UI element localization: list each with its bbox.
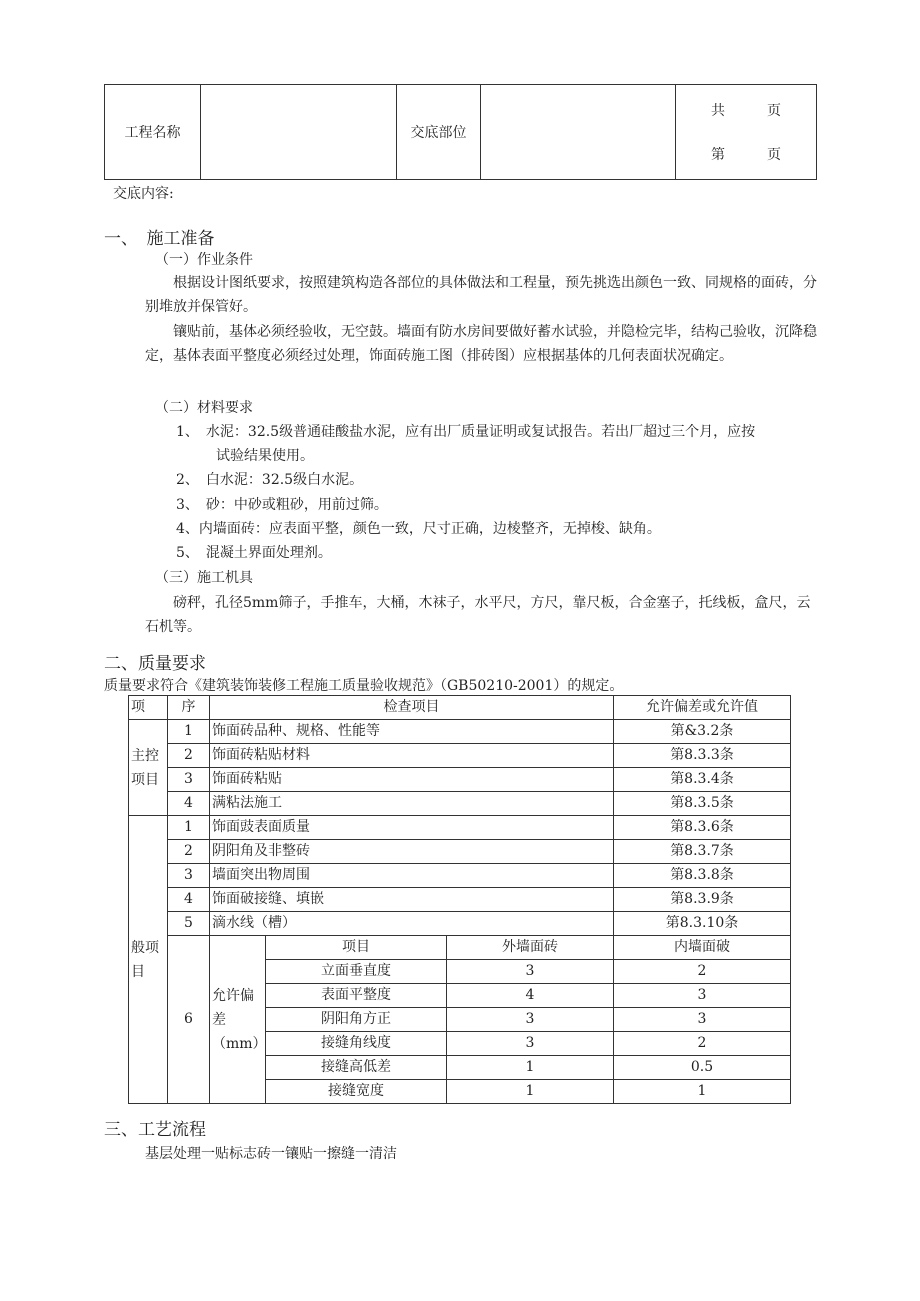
paragraph: 磅秤，孔径5mm筛子，手推车，大桶，木袜子，水平尺，方尺，靠尺板，合金塞子，托线板，盒尺，云石机等。 [145,595,811,635]
table-cell: 第8.3.7条 [614,840,791,864]
table-cell: 3 [447,1032,614,1056]
total-pages: 共 页 [711,103,781,119]
page-number: 第 页 [711,147,781,163]
sub-3-title: （三）施工机具 [155,570,253,586]
table-cell: 第&3.2条 [614,720,791,744]
table-row [129,912,791,936]
process-flow: 基层处理一贴标志砖一镶贴一擦缝一清洁 [145,1146,397,1162]
table-row [129,936,791,960]
table-cell: 2 [168,744,210,768]
table-cell: 第8.3.5条 [614,792,791,816]
table-cell: 3 [447,1008,614,1032]
table-cell: 3 [447,960,614,984]
quality-table [128,695,791,1104]
part-field[interactable] [481,85,676,180]
table-cell: 3 [614,1008,791,1032]
table-cell: 1 [614,1080,791,1104]
table-row [129,720,791,744]
table-cell: 第8.3.8条 [614,864,791,888]
table-cell: 3 [168,864,210,888]
list-item: 4、内墙面砖：应表面平整，颜色一致，尺寸正确，边棱整齐，无掉梭、缺角。 [176,521,661,537]
table-row [129,768,791,792]
table-cell: 阴阳角及非整砖 [210,840,614,864]
table-cell: 饰面砖品种、规格、性能等 [210,720,614,744]
list-item: 2、 白水泥：32.5级白水泥。 [176,472,364,488]
quality-intro: 质量要求符合《建筑装饰装修工程施工质量验收规范》（GB50210-2001）的规定。 [104,678,624,694]
table-row [129,864,791,888]
header-table [104,84,817,180]
sub-1-title: （一）作业条件 [155,252,253,268]
table-cell: 1 [447,1080,614,1104]
section-1-title: 一、 施工准备 [104,229,215,249]
table-cell: 第8.3.6条 [614,816,791,840]
table-cell: 第8.3.3条 [614,744,791,768]
deviation-label: 允许偏差（mm） [210,936,266,1104]
table-cell: 饰面砖粘贴材料 [210,744,614,768]
table-cell: 4 [447,984,614,1008]
table-cell: 4 [168,792,210,816]
table-cell: 0.5 [614,1056,791,1080]
table-cell: 4 [168,888,210,912]
paragraph: 根据设计图纸要求，按照建筑构造各部位的具体做法和工程量，预先挑选出颜色一致、同规格的面砖，分别堆放并保管好。 [145,275,817,315]
list-item: 1、 水泥：32.5级普通硅酸盐水泥，应有出厂质量证明或复试报告。若出厂超过三个月，应按 [176,424,756,440]
sub-2-title: （二）材料要求 [155,400,253,416]
section-2-title: 二、质量要求 [104,654,206,674]
header-cell: 允许偏差或允许值 [614,696,791,720]
table-cell: 接缝宽度 [266,1080,447,1104]
group-label-general: 般项目 [129,816,168,1104]
header-cell: 序 [168,696,210,720]
table-cell: 1 [168,720,210,744]
table-cell: 满粘法施工 [210,792,614,816]
section-3-title: 三、工艺流程 [104,1120,206,1140]
header-cell: 项 [129,696,168,720]
table-cell: 6 [168,936,210,1104]
table-cell: 饰面豉表面质量 [210,816,614,840]
table-cell: 墙面突出物周围 [210,864,614,888]
table-cell: 第8.3.4条 [614,768,791,792]
table-cell: 1 [447,1056,614,1080]
table-cell: 外墙面砖 [447,936,614,960]
table-cell: 3 [614,984,791,1008]
list-item: 5、 混凝土界面处理剂。 [176,545,332,561]
table-cell: 饰面破接缝、填嵌 [210,888,614,912]
table-cell: 接缝高低差 [266,1056,447,1080]
table-cell: 1 [168,816,210,840]
table-cell: 饰面砖粘贴 [210,768,614,792]
paragraph: 镶贴前，基体必须经验收，无空鼓。墙面有防水房间要做好蓄水试验，并隐检完毕，结构己验收，沉降稳定，基体表面平整度必须经过处理，饰面砖施工图（排砖图）应根据基体的几何表面状况确定。 [145,324,817,364]
table-cell: 滴水线（槽） [210,912,614,936]
header-cell: 检查项目 [210,696,614,720]
table-cell: 内墙面破 [614,936,791,960]
table-row [129,888,791,912]
list-item: 3、 砂：中砂或粗砂，用前过筛。 [176,497,388,513]
table-cell: 接缝角线度 [266,1032,447,1056]
project-name-field[interactable] [201,85,397,180]
table-cell: 立面垂直度 [266,960,447,984]
content-label: 交底内容: [113,186,174,202]
table-cell: 表面平整度 [266,984,447,1008]
table-cell: 2 [168,840,210,864]
group-label-main: 主控项目 [129,720,168,816]
part-label: 交底部位 [397,85,481,180]
table-cell: 3 [168,768,210,792]
table-cell: 5 [168,912,210,936]
page-count [676,85,817,180]
table-row [129,792,791,816]
table-header-row [129,696,791,720]
table-cell: 2 [614,1032,791,1056]
list-item: 试验结果使用。 [216,448,314,464]
table-cell: 第8.3.9条 [614,888,791,912]
table-cell: 2 [614,960,791,984]
table-row [129,840,791,864]
table-cell: 阴阳角方正 [266,1008,447,1032]
project-name-label: 工程名称 [105,85,201,180]
table-row [129,744,791,768]
table-cell: 项目 [266,936,447,960]
table-cell: 第8.3.10条 [614,912,791,936]
table-row [129,816,791,840]
